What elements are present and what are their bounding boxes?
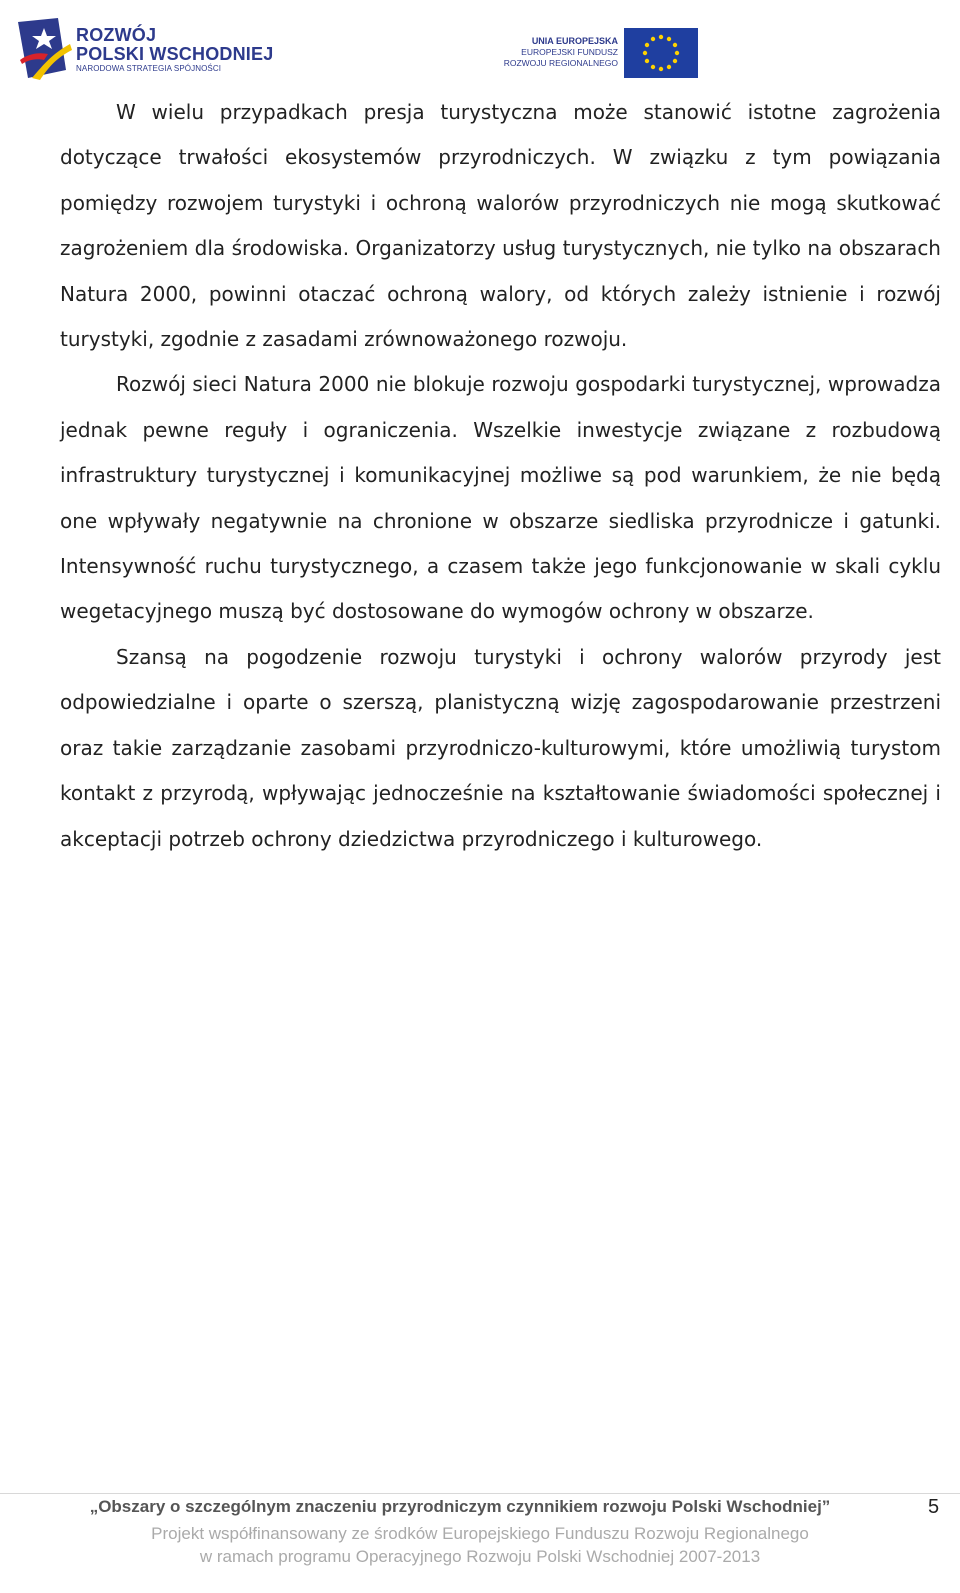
logo-line-3: NARODOWA STRATEGIA SPÓJNOŚCI [76, 64, 222, 73]
paragraph: Rozwój sieci Natura 2000 nie blokuje rozwoju gospodarki turystycznej, wprowadza jednak pewne reguły i ograniczenia. Wszelkie inwestycje związane z rozbudową infrastruktury turystycznej i komunikacyjnej możliwe są pod warunkiem, że nie będą one wpływały negatywnie na chronione w obszarze siedliska przyrodnicze i gatunki. Intensywność ruchu turystycznego, a czasem także jego funkcjonowanie w skali cyklu wegetacyjnego muszą być dostosowane do wymogów ochrony w obszarze. [60, 372, 941, 624]
rozwoj-polski-wschodniej-logo [14, 12, 274, 86]
eu-flag-icon [624, 28, 698, 78]
eu-line-1: UNIA EUROPEJSKA [531, 36, 618, 46]
logo-line-1: ROZWÓJ [76, 25, 157, 45]
paragraph: W wielu przypadkach presja turystyczna może stanowić istotne zagrożenia dotyczące trwałości ekosystemów przyrodniczych. W związku z tym powiązania pomiędzy rozwojem turystyki i ochroną walorów przyrodniczych nie mogą skutkować zagrożeniem dla środowiska. Organizatorzy usług turystycznych, nie tylko na obszarach Natura 2000, powinni otaczać ochroną walory, od których zależy istnienie i rozwój turystyki, zgodnie z zasadami zrównoważonego rozwoju. [60, 100, 941, 352]
paragraph: Szansą na pogodzenie rozwoju turystyki i ochrony walorów przyrody jest odpowiedzialne i oparte o szerszą, planistyczną wizję zagospodarowanie przestrzeni oraz takie zarządzanie zasobami przyrodniczo-kulturowymi, które umożliwią turystom kontakt z przyrodą, wpływając jednocześnie na kształtowanie świadomości społecznej i akceptacji potrzeb ochrony dziedzictwa przyrodniczego i kulturowego. [60, 644, 941, 851]
logo-line-2: POLSKI WSCHODNIEJ [76, 44, 274, 64]
footer-title: „Obszary o szczególnym znaczeniu przyrodniczym czynnikiem rozwoju Polski Wschodniej” [89, 1497, 831, 1516]
document-body [60, 90, 941, 862]
page-number: 5 [928, 1496, 940, 1518]
footer-divider [0, 1493, 960, 1494]
eu-line-3: ROZWOJU REGIONALNEGO [503, 57, 618, 68]
footer-program-line: w ramach programu Operacyjnego Rozwoju Polski Wschodniej 2007-2013 [199, 1547, 761, 1566]
star-swoosh-icon [14, 14, 76, 84]
page-header [0, 0, 960, 90]
eu-line-2: EUROPEJSKI FUNDUSZ [521, 47, 618, 57]
footer-funding-line: Projekt współfinansowany ze środków Europejskiego Funduszu Rozwoju Regionalnego [151, 1524, 809, 1543]
eu-logo [500, 28, 710, 80]
